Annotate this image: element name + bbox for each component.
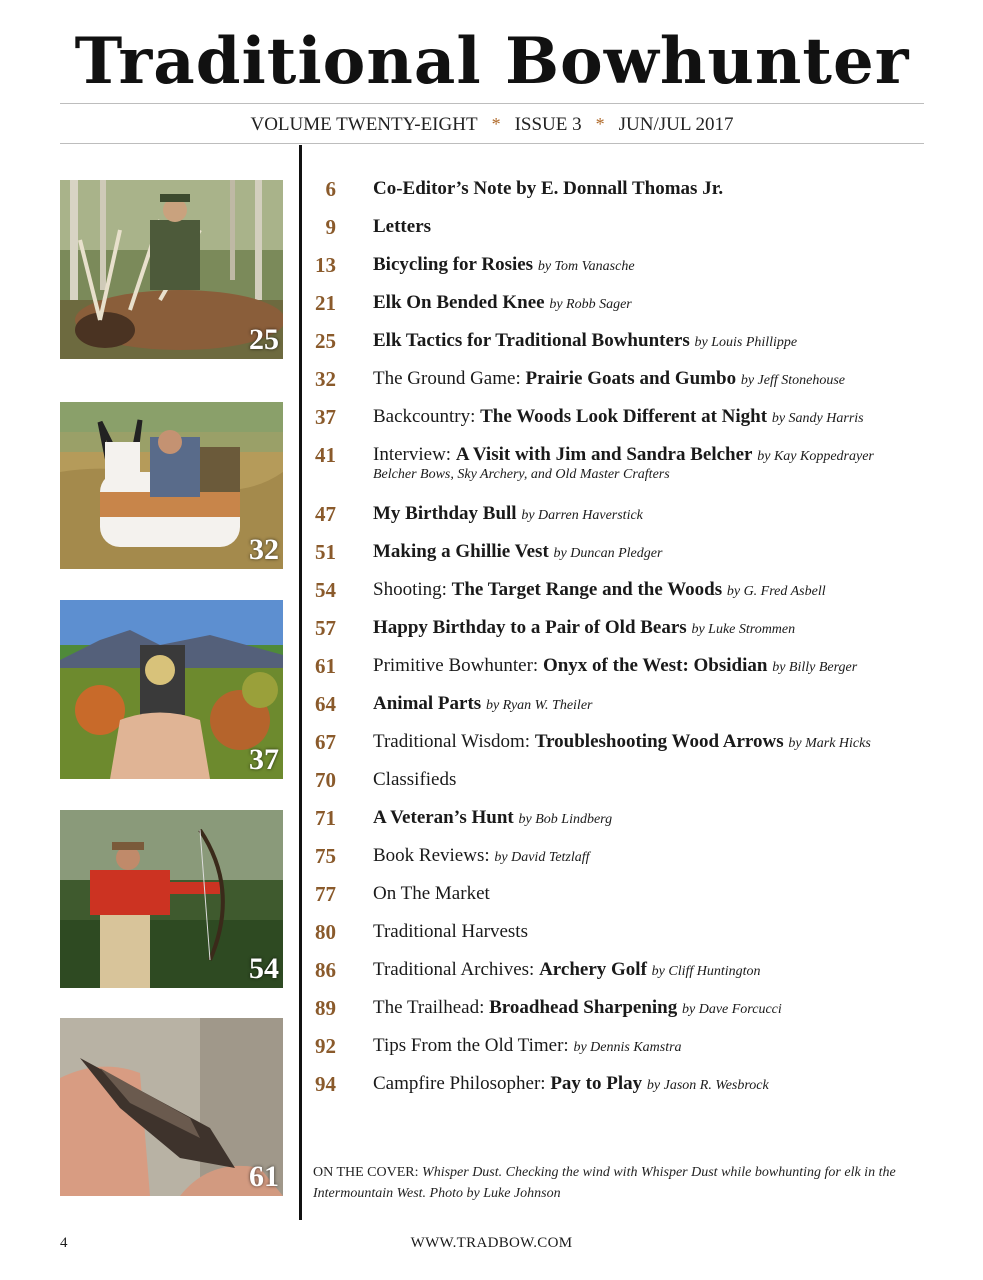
toc-author: by Luke Strommen: [691, 622, 796, 637]
photo-elk-hunter[interactable]: [60, 180, 283, 359]
toc-author: by G. Fred Asbell: [726, 584, 826, 599]
photo-antelope-decoy[interactable]: [60, 402, 283, 569]
toc-page-number: 71: [315, 806, 336, 830]
toc-department: Campfire Philosopher:: [373, 1073, 551, 1094]
photo-page-number: 61: [249, 1160, 279, 1193]
toc-text: [373, 214, 933, 240]
photo-page-number: 32: [249, 533, 279, 566]
toc-author: by Louis Phillippe: [694, 335, 798, 350]
masthead-title: Traditional Bowhunter: [74, 24, 910, 99]
toc-title: Archery Golf: [539, 959, 647, 980]
photo-obsidian-point[interactable]: [60, 1018, 283, 1196]
toc-page-number: 70: [315, 768, 336, 792]
toc-title: Co-Editor’s Note by E. Donnall Thomas Jr.: [373, 178, 724, 199]
toc-author: by Cliff Huntington: [651, 964, 761, 979]
toc-page-number: 47: [315, 502, 336, 526]
toc-title: A Veteran’s Hunt: [373, 807, 514, 828]
toc-page-number: 86: [315, 958, 336, 982]
toc-page-number: 21: [315, 291, 336, 315]
toc-text: [373, 805, 933, 833]
toc-department: Traditional Harvests: [373, 921, 528, 942]
toc-department: The Ground Game:: [373, 368, 526, 389]
toc-text: [373, 1071, 933, 1099]
toc-text: [373, 691, 933, 719]
cover-text: Whisper Dust. Checking the wind with Whisper Dust while bowhunting for elk in the Intermountain West. Photo by Luke Johnson: [313, 1165, 896, 1201]
photo-archer[interactable]: [60, 810, 283, 988]
toc-author: by Duncan Pledger: [553, 546, 663, 561]
toc-text: [373, 729, 933, 757]
toc-department: Traditional Wisdom:: [373, 731, 535, 752]
cover-caption: [313, 1162, 933, 1204]
toc-author: by Billy Berger: [772, 660, 858, 675]
toc-title: Prairie Goats and Gumbo: [525, 368, 737, 389]
toc-text: [373, 767, 933, 793]
toc-title: Bicycling for Rosies: [373, 254, 534, 275]
toc-page-number: 67: [315, 730, 336, 754]
toc-department: On The Market: [373, 883, 490, 904]
toc-department: Shooting:: [373, 579, 452, 600]
toc-author: by Robb Sager: [549, 297, 632, 312]
top-rule: [60, 103, 924, 104]
toc-author: by Darren Haverstick: [521, 508, 643, 523]
toc-title: A Visit with Jim and Sandra Belcher: [455, 444, 753, 465]
toc-title: Letters: [373, 216, 432, 237]
toc-title: Pay to Play: [550, 1073, 643, 1094]
toc-page-number: 6: [325, 177, 336, 201]
toc-text: [373, 615, 933, 643]
toc-author: by Mark Hicks: [788, 736, 871, 751]
photo-page-number: 54: [249, 952, 279, 985]
toc-author: by Dave Forcucci: [682, 1002, 782, 1017]
photo-page-number: 25: [249, 323, 279, 356]
toc-text: [373, 995, 933, 1023]
photo-page-number: 37: [249, 743, 279, 776]
toc-page-number: 37: [315, 405, 336, 429]
toc-page-number: 13: [315, 253, 336, 277]
toc-page-number: 94: [315, 1072, 336, 1096]
toc-text: [373, 539, 933, 567]
toc-text: [373, 252, 933, 280]
toc-text: [373, 843, 933, 871]
toc-text: [373, 290, 933, 318]
volume-label: VOLUME TWENTY-EIGHT: [250, 114, 478, 135]
toc-text: [373, 328, 933, 356]
toc-title: Making a Ghillie Vest: [373, 541, 549, 562]
toc-department: Backcountry:: [373, 406, 481, 427]
toc-text: [373, 577, 933, 605]
toc-title: Troubleshooting Wood Arrows: [534, 731, 784, 752]
toc-text: [373, 957, 933, 985]
toc-author: by Kay Koppedrayer: [757, 449, 874, 464]
toc-department: Interview:: [373, 444, 456, 465]
star-separator: *: [595, 114, 605, 134]
toc-page-number: 92: [315, 1034, 336, 1058]
toc-page-number: 9: [325, 215, 336, 239]
toc-text: [373, 404, 933, 432]
toc-page-number: 80: [315, 920, 336, 944]
toc-title: Animal Parts: [373, 693, 482, 714]
toc-text: [373, 653, 933, 681]
toc-text: [373, 176, 933, 202]
toc-author: by Dennis Kamstra: [573, 1040, 682, 1055]
date-label: JUN/JUL 2017: [618, 114, 734, 135]
website-url[interactable]: WWW.TRADBOW.COM: [410, 1235, 573, 1251]
toc-author: by Sandy Harris: [771, 411, 864, 426]
toc-page-number: 89: [315, 996, 336, 1020]
toc-text: [373, 881, 933, 907]
toc-title: My Birthday Bull: [373, 503, 517, 524]
toc-author: by Bob Lindberg: [518, 812, 613, 827]
toc-text: [373, 919, 933, 945]
toc-title: Happy Birthday to a Pair of Old Bears: [373, 617, 687, 638]
toc-author: by Ryan W. Theiler: [485, 698, 593, 713]
toc-text: [373, 501, 933, 529]
toc-title: Broadhead Sharpening: [489, 997, 678, 1018]
issue-line: [60, 112, 924, 137]
toc-department: Primitive Bowhunter:: [373, 655, 543, 676]
toc-text: [373, 1033, 933, 1061]
toc-page-number: 25: [315, 329, 336, 353]
toc-page-number: 57: [315, 616, 336, 640]
photo-compass[interactable]: [60, 600, 283, 779]
toc-page-number: 75: [315, 844, 336, 868]
toc-department: The Trailhead:: [373, 997, 490, 1018]
toc-page-number: 54: [315, 578, 336, 602]
star-separator: *: [491, 114, 501, 134]
toc-department: Traditional Archives:: [373, 959, 540, 980]
toc-page-number: 64: [315, 692, 336, 716]
toc-page-number: 61: [315, 654, 336, 678]
toc-page-number: 51: [315, 540, 336, 564]
toc-title: The Woods Look Different at Night: [480, 406, 768, 427]
toc-department: Book Reviews:: [373, 845, 495, 866]
toc-title: Elk On Bended Knee: [373, 292, 545, 313]
toc-title: The Target Range and the Woods: [451, 579, 723, 600]
toc-author: by David Tetzlaff: [494, 850, 590, 865]
toc-page-number: 41: [315, 443, 336, 467]
toc-title: Onyx of the West: Obsidian: [542, 655, 768, 676]
toc-author: by Jason R. Wesbrock: [646, 1078, 769, 1093]
bottom-rule: [60, 143, 924, 144]
cover-label: ON THE COVER:: [313, 1165, 423, 1180]
toc-title: Elk Tactics for Traditional Bowhunters: [373, 330, 690, 351]
toc-subtitle: Belcher Bows, Sky Archery, and Old Master Crafters: [373, 467, 670, 482]
issue-label: ISSUE 3: [514, 114, 582, 135]
toc-author: by Tom Vanasche: [537, 259, 635, 274]
folio-page-number: 4: [60, 1235, 68, 1251]
toc-page-number: 77: [315, 882, 336, 906]
toc-text: [373, 366, 933, 394]
toc-page-number: 32: [315, 367, 336, 391]
toc-department: Classifieds: [373, 769, 457, 790]
toc-department: Tips From the Old Timer:: [373, 1035, 574, 1056]
toc-author: by Jeff Stonehouse: [740, 373, 846, 388]
